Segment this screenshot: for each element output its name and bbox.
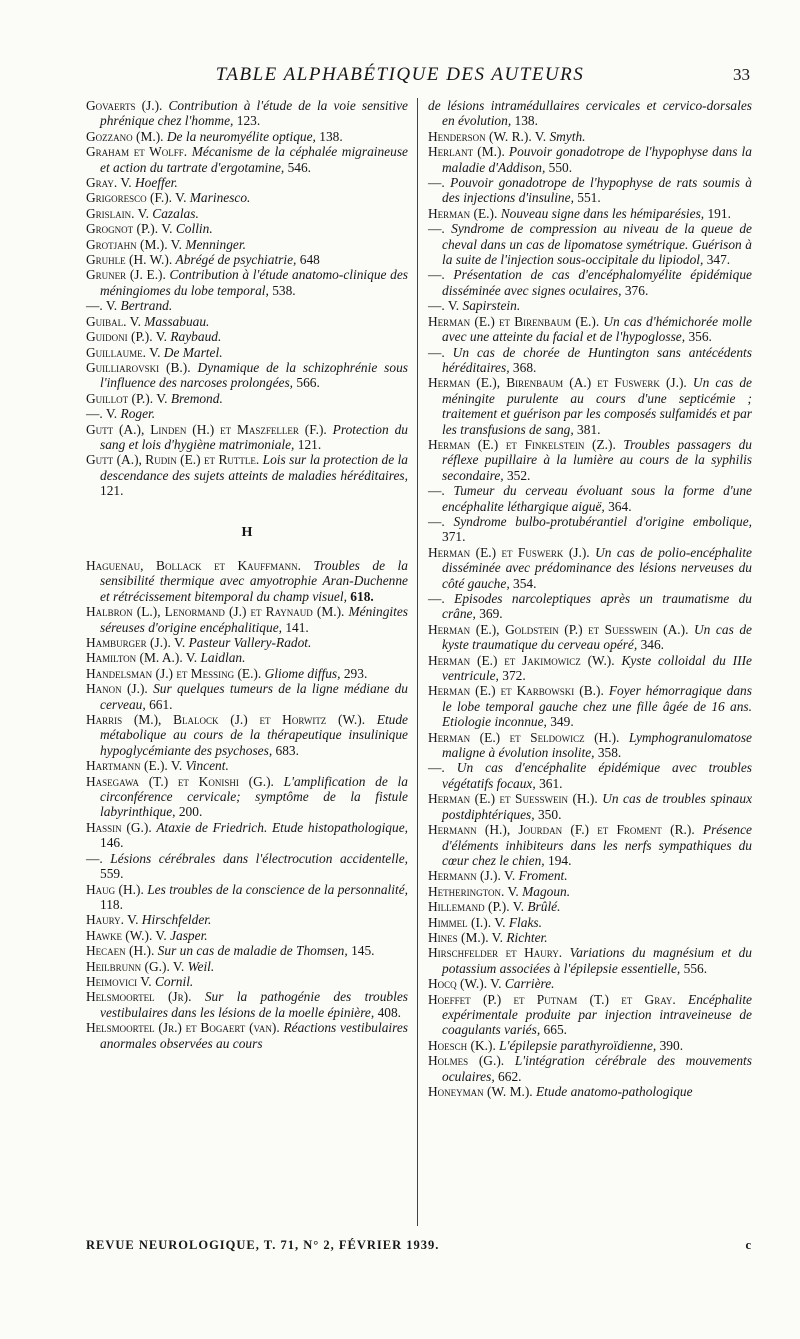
- entry-title: Protection du sang et lois d'hygiène matrimoniale,: [100, 421, 408, 452]
- entry-author: Herman (E.) et Fuswerk (J.).: [428, 544, 590, 560]
- entry-title: De Martel.: [163, 344, 223, 360]
- entry-reference: V.: [140, 973, 152, 989]
- entry-title: Ataxie de Friedrich. Etude histopathologique,: [156, 819, 408, 835]
- index-entry: [428, 730, 752, 761]
- entry-reference: 559.: [100, 866, 124, 882]
- left-column: [86, 98, 408, 1051]
- index-entry: [86, 98, 408, 129]
- entry-title: Syndrome bulbo-protubérantiel d'origine embolique,: [453, 513, 752, 529]
- entry-reference: V.: [512, 899, 524, 915]
- index-entry: [86, 206, 408, 221]
- entry-reference: 550.: [548, 159, 573, 175]
- entry-author: Himmel (I.).: [428, 914, 492, 930]
- entry-reference: V.: [170, 758, 183, 774]
- entry-title: Gliome diffus,: [264, 665, 341, 681]
- index-entry: [86, 851, 408, 882]
- index-entry: [428, 822, 752, 868]
- entry-reference: 123.: [236, 113, 261, 129]
- entry-title: Cazalas.: [152, 205, 199, 221]
- index-entry: [86, 712, 408, 758]
- index-entry: [86, 681, 408, 712]
- entry-title: De la neuromyélite optique,: [166, 128, 316, 144]
- entry-title: Un cas de chorée de Huntington sans antécédents héréditaires,: [442, 344, 752, 375]
- entry-title: Abrégé de psychiatrie,: [175, 252, 297, 268]
- entry-reference: V.: [105, 406, 118, 422]
- entry-reference: 352.: [506, 467, 531, 483]
- index-entry: [428, 144, 752, 175]
- index-entry: [428, 206, 752, 221]
- index-entry: [428, 514, 752, 545]
- entry-author: Gruhle (H. W.).: [86, 252, 173, 268]
- index-entry: [428, 98, 752, 129]
- entry-author: Holmes (G.).: [428, 1053, 505, 1069]
- index-entry: [86, 314, 408, 329]
- index-entry: [86, 774, 408, 820]
- entry-reference: 683.: [275, 742, 299, 758]
- entry-title: Kyste colloidal du IIIe ventricule,: [442, 652, 752, 684]
- entry-reference: 145.: [351, 943, 375, 959]
- entry-title: Vincent.: [185, 758, 229, 774]
- entry-author: Hirschfelder et Haury.: [428, 945, 563, 961]
- entry-author: —.: [86, 850, 103, 866]
- entry-reference: 146.: [100, 835, 124, 851]
- entry-author: —.: [428, 298, 445, 314]
- entry-title: Sur un cas de maladie de Thomsen,: [157, 943, 348, 959]
- entry-reference: 556.: [683, 960, 708, 976]
- entry-reference: V.: [172, 958, 185, 974]
- index-entry: [86, 666, 408, 681]
- entry-title: Pouvoir gonadotrope de l'hypophyse de rats soumis à des injections d'insuline,: [442, 175, 752, 206]
- entry-reference: V.: [120, 175, 132, 191]
- entry-reference: V.: [175, 190, 187, 206]
- entry-author: Henderson (W. R.).: [428, 128, 532, 144]
- entry-title: Froment.: [518, 868, 568, 884]
- entry-author: Gozzano (M.).: [86, 128, 164, 144]
- entry-author: Hetherington.: [428, 883, 505, 899]
- index-entry: [428, 375, 752, 437]
- entry-title: Hoeffer.: [134, 175, 178, 191]
- entry-reference: 347.: [706, 252, 731, 268]
- entry-reference: V.: [170, 236, 182, 252]
- index-entry: [86, 190, 408, 205]
- entry-reference: 368.: [512, 359, 537, 375]
- index-entry: [428, 653, 752, 684]
- index-entry: [428, 345, 752, 376]
- right-column: [428, 98, 752, 1099]
- entry-title: Un cas de méningite purulente au cours d'une septicémie ; traitement et guérison par les composés sulfamidés et par les transfusions de sang,: [442, 375, 752, 437]
- entry-author: Hoesch (K.).: [428, 1037, 496, 1053]
- entry-author: Hamilton (M. A.).: [86, 650, 183, 666]
- page-number: 33: [733, 65, 750, 84]
- entry-reference: 369.: [479, 606, 503, 622]
- entry-title: Les troubles de la conscience de la personnalité,: [147, 881, 408, 897]
- index-entry: [428, 1084, 752, 1099]
- entry-reference: V.: [105, 298, 118, 314]
- entry-title: Un cas de polio-encéphalite disséminée avec prédominance des lésions nerveuses du côté gauche,: [442, 544, 752, 591]
- entry-author: Gutt (A.), Rudin (E.) et Ruttle.: [86, 452, 260, 468]
- entry-title: Contribution à l'étude anatomo-clinique des méningiomes du lobe temporal,: [100, 267, 408, 298]
- entry-author: —.: [428, 221, 445, 237]
- index-entry: [86, 943, 408, 958]
- running-header: [0, 64, 800, 90]
- entry-title: Lésions cérébrales dans l'électrocution accidentelle,: [110, 850, 408, 866]
- index-entry: [86, 391, 408, 406]
- entry-title: Réactions vestibulaires anormales observées au cours: [100, 1020, 408, 1051]
- entry-reference: 381.: [577, 421, 601, 437]
- entry-title: L'amplification de la circonférence cervicale; symptôme de la fistule labyrinthique,: [100, 773, 408, 820]
- entry-reference: 538.: [272, 282, 296, 298]
- entry-title: Pouvoir gonadotrope de l'hypophyse dans la maladie d'Addison,: [442, 144, 752, 175]
- index-entry: [428, 267, 752, 298]
- entry-reference: 293.: [343, 665, 368, 681]
- index-entry: [428, 314, 752, 345]
- entry-reference: 546.: [287, 159, 312, 175]
- entry-reference: 376.: [624, 282, 649, 298]
- entry-title: Hirschfelder.: [141, 912, 212, 928]
- entry-title: Pasteur Vallery-Radot.: [188, 635, 312, 650]
- entry-author: Hermann (J.).: [428, 868, 501, 884]
- column-divider: [417, 98, 418, 1226]
- entry-author: Hasegawa (T.) et Konishi (G.).: [86, 773, 274, 789]
- index-entry: [428, 683, 752, 729]
- index-entry: [86, 604, 408, 635]
- entry-title: Syndrome de compression au niveau de la queue de cheval dans un cas de lipomatose symétrique. Guérison à la suite de l'injection sous-occipitale du lipiodol,: [442, 221, 752, 268]
- entry-author: —.: [428, 267, 445, 283]
- entry-author: Herman (E.) et Birenbaum (E.).: [428, 313, 600, 329]
- entry-reference: 346.: [640, 637, 665, 653]
- entry-author: Herman (E.) et Seldowicz (H.).: [428, 729, 620, 745]
- entry-author: —.: [86, 406, 103, 422]
- entry-title: Un cas de troubles spinaux postdiphtériques,: [442, 791, 753, 822]
- entry-title: Troubles de la sensibilité thermique avec amyotrophie Aran-Duchenne et rétrécissement bitemporal du champ visuel,: [100, 557, 408, 604]
- entry-author: Heilbrunn (G.).: [86, 958, 170, 974]
- entry-author: Herman (E.) et Karbowski (B.).: [428, 683, 604, 699]
- entry-title: L'intégration cérébrale des mouvements oculaires,: [442, 1053, 752, 1084]
- entry-reference: V.: [155, 927, 167, 943]
- index-entry: [86, 406, 408, 421]
- index-entry: [86, 221, 408, 236]
- entry-title: Lymphogranulomatose maligne à évolution insolite,: [442, 729, 752, 761]
- entry-reference: V.: [185, 650, 198, 666]
- entry-reference: V.: [503, 868, 516, 884]
- entry-title: Marinesco.: [189, 190, 251, 206]
- entry-author: Hines (M.).: [428, 929, 489, 945]
- entry-author: Gray.: [86, 175, 118, 191]
- entry-title: Episodes narcoleptiques après un traumatisme du crâne,: [442, 591, 752, 622]
- entry-reference: 350.: [537, 806, 562, 822]
- entry-author: Herman (E.).: [428, 205, 498, 221]
- entry-title: Roger.: [120, 406, 156, 422]
- entry-title: Richter.: [506, 929, 548, 945]
- entry-reference: 349.: [550, 714, 574, 730]
- entry-title: Jasper.: [170, 927, 208, 943]
- entry-author: Handelsman (J.) et Messing (E.).: [86, 665, 262, 681]
- entry-author: Herman (E.) et Finkelstein (Z.).: [428, 436, 616, 452]
- entry-author: Grislain.: [86, 205, 135, 221]
- footer: [86, 1238, 752, 1253]
- entry-title: Menninger.: [185, 236, 246, 252]
- entry-author: —.: [428, 591, 445, 606]
- entry-author: Hecaen (H.).: [86, 943, 155, 959]
- index-entry: [86, 974, 408, 989]
- entry-title: Bertrand.: [120, 298, 173, 314]
- index-entry: [428, 129, 752, 144]
- index-entry: [86, 144, 408, 175]
- entry-title: Smyth.: [549, 128, 586, 144]
- index-entry: [86, 820, 408, 851]
- entry-author: Helsmoortel (Jr.) et Bogaert (van).: [86, 1020, 280, 1036]
- entry-reference: 618.: [350, 588, 374, 604]
- entry-reference: 372.: [502, 668, 526, 684]
- index-entry: [428, 945, 752, 976]
- entry-reference: 390.: [659, 1037, 684, 1053]
- index-entry: [86, 329, 408, 344]
- index-entry: [428, 791, 752, 822]
- index-entry: [428, 899, 752, 914]
- entry-title: Un cas d'hémichorée molle avec une atteinte du facial et de l'hypoglosse,: [442, 313, 752, 345]
- entry-author: Gruner (J. E.).: [86, 267, 166, 283]
- entry-reference: 408.: [377, 1004, 402, 1020]
- entry-author: Guilliarovski (B.).: [86, 359, 191, 375]
- entry-author: Guillot (P.).: [86, 390, 154, 406]
- entry-title: Magoun.: [522, 883, 571, 899]
- entry-reference: 665.: [543, 1022, 567, 1038]
- index-entry: [86, 175, 408, 190]
- signature-mark: c: [745, 1238, 752, 1252]
- entry-title: Dynamique de la schizophrénie sous l'influence des narcoses prolongées,: [100, 359, 408, 391]
- index-entry: [86, 650, 408, 665]
- entry-title: Etude anatomo-pathologique: [536, 1084, 693, 1099]
- entry-reference: 662.: [498, 1068, 522, 1084]
- entry-author: Hartmann (E.).: [86, 758, 168, 774]
- entry-author: Hamburger (J.).: [86, 635, 171, 650]
- entry-reference: V.: [491, 929, 503, 945]
- index-entry: [428, 760, 752, 791]
- index-entry: [428, 221, 752, 267]
- entry-title: Encéphalite expérimentale produite par injection intraveineuse de coagulants variés,: [442, 991, 752, 1038]
- entry-title: Bremond.: [170, 390, 223, 406]
- entry-author: Hillemand (P.).: [428, 899, 510, 915]
- entry-title: Variations du magnésium et du potassium associées à l'épilepsie essentielle,: [442, 945, 752, 976]
- entry-author: Harris (M.), Blalock (J.) et Horwitz (W.).: [86, 712, 366, 728]
- entry-title: Etude métabolique au cours de la thérapeutique insulinique hypoglycémiante des psychoses,: [100, 712, 408, 758]
- entry-title: Flaks.: [508, 914, 542, 930]
- entry-author: Gutt (A.), Linden (H.) et Maszfeller (F.).: [86, 421, 327, 437]
- entry-author: Hermann (H.), Jourdan (F.) et Froment (R.).: [428, 822, 695, 838]
- index-entry: [86, 1020, 408, 1051]
- entry-title: Contribution à l'étude de la voie sensitive phrénique chez l'homme,: [100, 98, 408, 129]
- index-entry: [428, 298, 752, 313]
- entry-author: Grotjahn (M.).: [86, 236, 168, 252]
- index-entry: [86, 758, 408, 773]
- entry-reference: V.: [149, 344, 161, 360]
- entry-title: Sur quelques tumeurs de la ligne médiane du cerveau,: [100, 681, 408, 712]
- entry-reference: V.: [534, 128, 547, 144]
- entry-title: Weil.: [187, 958, 215, 974]
- entry-reference: 121.: [100, 483, 124, 499]
- entry-reference: V.: [129, 313, 141, 329]
- entry-author: Guillaume.: [86, 344, 147, 360]
- entry-reference: 364.: [608, 498, 632, 514]
- index-entry: [86, 452, 408, 498]
- entry-reference: 138.: [514, 113, 538, 129]
- index-entry: [428, 437, 752, 483]
- entry-reference: 361.: [539, 775, 563, 791]
- entry-title: Laidlan.: [200, 650, 246, 666]
- index-entry: [86, 959, 408, 974]
- entry-title: Troubles passagers du réflexe pupillaire à la lumière au cours de la syphilis secondaire,: [442, 436, 752, 483]
- entry-author: —.: [428, 483, 445, 499]
- entry-title: Un cas de kyste traumatique du cerveau opéré,: [442, 621, 752, 653]
- entry-author: Graham et Wolff.: [86, 144, 188, 160]
- entry-title: Mécanisme de la céphalée migraineuse et action du tartrate d'ergotamine,: [100, 144, 408, 175]
- entry-title: de lésions intramédullaires cervicales et cervico-dorsales en évolution,: [428, 98, 752, 129]
- index-entry: [86, 912, 408, 927]
- index-entry: [428, 884, 752, 899]
- entry-author: —.: [428, 344, 445, 360]
- entry-author: Hocq (W.).: [428, 976, 488, 992]
- journal-citation: REVUE NEUROLOGIQUE, T. 71, N° 2, FÉVRIER 1939.: [86, 1238, 440, 1252]
- entry-author: Haury.: [86, 912, 125, 928]
- entry-author: Haguenau, Bollack et Kauffmann.: [86, 557, 301, 573]
- entry-reference: 358.: [597, 745, 622, 761]
- index-entry: [86, 422, 408, 453]
- entry-author: Guibal.: [86, 313, 127, 329]
- entry-author: —.: [428, 175, 445, 191]
- index-entry: [428, 175, 752, 206]
- entry-reference: V.: [155, 329, 167, 345]
- entry-reference: V.: [490, 976, 502, 992]
- entry-reference: V.: [447, 298, 460, 314]
- index-entry: [86, 129, 408, 144]
- entry-author: Herman (E.), Birenbaum (A.) et Fuswerk (J.).: [428, 375, 687, 391]
- entry-reference: V.: [507, 883, 519, 899]
- entry-title: Un cas d'encéphalite épidémique avec troubles végétatifs focaux,: [442, 760, 752, 791]
- entry-reference: 191.: [707, 205, 731, 221]
- entry-author: Herman (E.), Goldstein (P.) et Suesswein (A.).: [428, 621, 689, 637]
- index-entry: [86, 237, 408, 252]
- entry-reference: V.: [494, 914, 506, 930]
- index-entry: [86, 298, 408, 313]
- index-entry: [428, 915, 752, 930]
- entry-reference: 138.: [319, 128, 343, 144]
- entry-reference: V.: [173, 635, 186, 650]
- entry-author: Hanon (J.).: [86, 681, 148, 697]
- index-entry: [86, 252, 408, 267]
- index-entry: [86, 558, 408, 604]
- entry-title: Cornil.: [154, 973, 194, 989]
- index-entry: [428, 930, 752, 945]
- entry-author: Halbron (L.), Lenormand (J.) et Raynaud (M.).: [86, 604, 345, 620]
- entry-reference: 661.: [149, 696, 173, 712]
- index-entry: [86, 989, 408, 1020]
- entry-author: Herman (E.) et Suesswein (H.).: [428, 791, 598, 807]
- index-entry: [428, 976, 752, 991]
- entry-reference: V.: [161, 221, 173, 237]
- entry-title: Nouveau signe dans les hémiparésies,: [500, 205, 705, 221]
- entry-author: Grognot (P.).: [86, 221, 159, 237]
- index-entry: [86, 928, 408, 943]
- entry-reference: 648: [299, 252, 320, 268]
- index-entry: [428, 1038, 752, 1053]
- entry-reference: 200.: [178, 804, 203, 820]
- index-entry: [428, 483, 752, 514]
- entry-title: Sapirstein.: [462, 298, 521, 314]
- entry-author: Grigoresco (F.).: [86, 190, 173, 206]
- index-entry: [428, 868, 752, 883]
- entry-reference: 551.: [577, 190, 601, 206]
- entry-reference: 121.: [297, 436, 322, 452]
- index-entry: [428, 992, 752, 1038]
- entry-title: Sur la pathogénie des troubles vestibulaires dans les lésions de la moelle épinière,: [100, 989, 408, 1020]
- entry-author: Hawke (W.).: [86, 927, 153, 943]
- index-entry: [428, 622, 752, 653]
- entry-author: Herman (E.) et Jakimowicz (W.).: [428, 652, 615, 668]
- entry-reference: 356.: [688, 329, 712, 345]
- entry-title: Brûlé.: [527, 899, 561, 915]
- index-entry: [86, 635, 408, 650]
- entry-author: Govaerts (J.).: [86, 98, 163, 113]
- entry-author: Hassin (G.).: [86, 819, 152, 835]
- entry-title: L'épilepsie parathyroïdienne,: [499, 1037, 657, 1053]
- entry-reference: V.: [156, 390, 168, 406]
- entry-author: Honeyman (W. M.).: [428, 1084, 533, 1099]
- index-entry: [428, 591, 752, 622]
- entry-author: Helsmoortel (Jr).: [86, 989, 192, 1005]
- entry-author: Hoeffet (P.) et Putnam (T.) et Gray.: [428, 991, 676, 1007]
- entry-reference: V.: [137, 205, 149, 221]
- entry-author: —.: [428, 760, 445, 776]
- entry-title: Présentation de cas d'encéphalomyélite épidémique disséminée avec signes oculaires,: [442, 267, 752, 298]
- entry-author: Guidoni (P.).: [86, 329, 153, 345]
- entry-reference: 118.: [100, 896, 123, 912]
- entry-author: —.: [86, 298, 103, 314]
- entry-title: Massabuau.: [144, 313, 210, 329]
- entry-reference: 566.: [296, 375, 320, 391]
- entry-author: —.: [428, 513, 445, 529]
- entry-reference: V.: [127, 912, 139, 928]
- page-title: TABLE ALPHABÉTIQUE DES AUTEURS: [215, 64, 585, 85]
- entry-title: Méningites séreuses d'origine encéphalitique,: [100, 604, 408, 635]
- entry-title: Raybaud.: [170, 329, 222, 345]
- index-entry: [86, 267, 408, 298]
- entry-reference: 194.: [548, 852, 572, 868]
- entry-title: Lois sur la protection de la descendance des sujets atteints de maladies héréditaires,: [100, 452, 408, 483]
- index-entry: [86, 882, 408, 913]
- entry-title: Présence d'éléments inhibiteurs dans les nerfs sympathiques du cœur chez le chien,: [442, 822, 752, 868]
- entry-author: Haug (H.).: [86, 881, 144, 897]
- entry-reference: 371.: [442, 529, 466, 545]
- section-letter: H: [241, 524, 253, 540]
- index-entry: [428, 545, 752, 591]
- entry-title: Foyer hémorragique dans le lobe temporal gauche chez une fille âgée de 16 ans. Etiologie inconnue,: [442, 683, 752, 730]
- index-entry: [86, 345, 408, 360]
- entry-author: Heimovici: [86, 973, 138, 989]
- entry-title: Tumeur du cerveau évoluant sous la forme d'une encéphalite léthargique aiguë,: [442, 483, 752, 514]
- entry-reference: 141.: [285, 619, 309, 635]
- index-entry: [86, 360, 408, 391]
- entry-title: Carrière.: [504, 976, 555, 992]
- entry-author: Herlant (M.).: [428, 144, 505, 160]
- entry-title: Collin.: [175, 221, 213, 237]
- entry-reference: 354.: [513, 575, 537, 591]
- index-entry: [428, 1053, 752, 1084]
